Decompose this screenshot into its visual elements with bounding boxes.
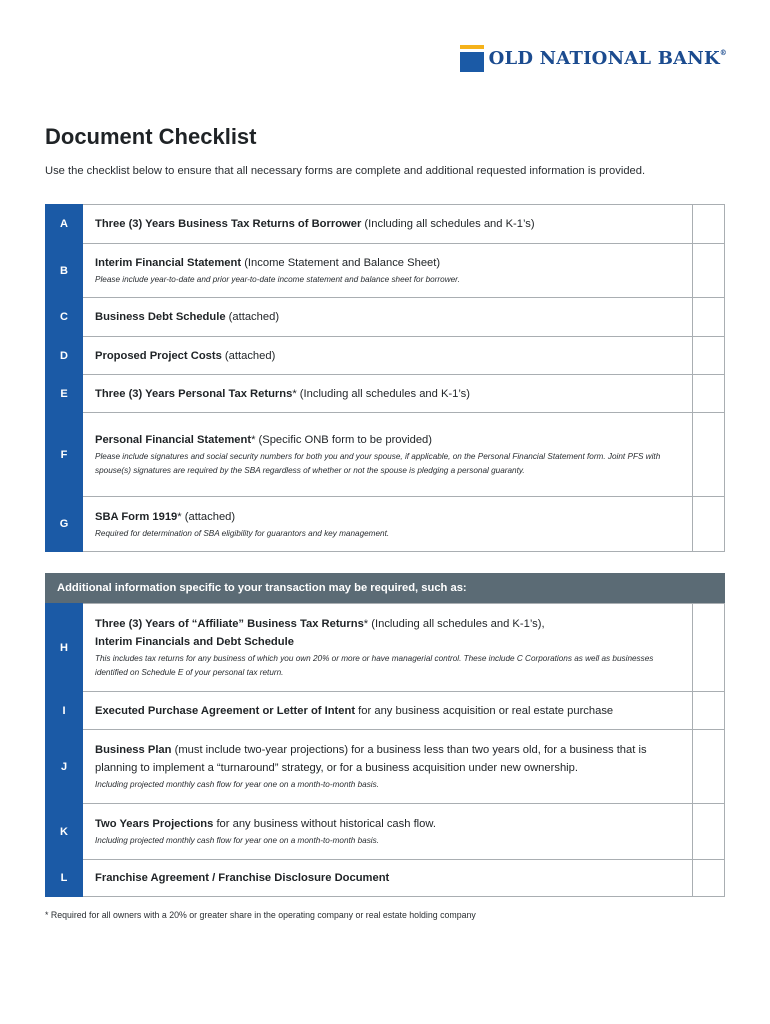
checklist-row-d bbox=[46, 337, 725, 375]
row-title: Personal Financial Statement* (Specific ONB form to be provided) bbox=[95, 434, 432, 446]
row-letter: C bbox=[46, 298, 83, 337]
checkbox[interactable] bbox=[693, 860, 725, 897]
logo-mark-icon bbox=[460, 45, 484, 72]
row-letter: F bbox=[46, 413, 83, 497]
checklist-row-e bbox=[46, 375, 725, 413]
checklist-row-f bbox=[46, 413, 725, 497]
row-title: Two Years Projections for any business without historical cash flow. bbox=[95, 818, 436, 830]
checkbox[interactable] bbox=[693, 205, 725, 244]
checkbox[interactable] bbox=[693, 692, 725, 730]
checkbox[interactable] bbox=[693, 298, 725, 337]
checklist-row-h bbox=[46, 604, 725, 692]
row-letter: D bbox=[46, 337, 83, 375]
row-letter: J bbox=[46, 730, 83, 804]
checkbox[interactable] bbox=[693, 730, 725, 804]
checkbox[interactable] bbox=[693, 375, 725, 413]
row-title: Executed Purchase Agreement or Letter of Intent for any business acquisition or real estate purchase bbox=[95, 704, 614, 717]
checklist-row-b bbox=[46, 244, 725, 298]
row-title: SBA Form 1919* (attached) bbox=[95, 510, 236, 523]
checklist-table-additional bbox=[45, 603, 725, 897]
row-note: Including projected monthly cash flow for year one on a month-to-month basis. bbox=[95, 836, 379, 845]
row-letter: L bbox=[46, 860, 83, 897]
page-title: Document Checklist bbox=[45, 124, 257, 149]
checkbox[interactable] bbox=[693, 804, 725, 860]
additional-info-header: Additional information specific to your transaction may be required, such as: bbox=[45, 573, 725, 603]
row-title: Three (3) Years Personal Tax Returns* (Including all schedules and K-1’s) bbox=[95, 387, 470, 400]
row-letter: H bbox=[46, 604, 83, 692]
checklist-row-a bbox=[46, 205, 725, 244]
row-letter: G bbox=[46, 497, 83, 552]
row-note: This includes tax returns for any business of which you own 20% or more or have managerial control. These include C Corporations as well as businesses identified on Schedule E of your personal tax return. bbox=[95, 654, 654, 677]
checklist-row-l bbox=[46, 860, 725, 897]
row-title: Proposed Project Costs (attached) bbox=[95, 349, 276, 362]
row-letter: B bbox=[46, 244, 83, 298]
checklist-row-k bbox=[46, 804, 725, 860]
checkbox[interactable] bbox=[693, 337, 725, 375]
bank-logo bbox=[460, 45, 727, 72]
logo-text: OLD NATIONAL BANK® bbox=[488, 48, 727, 69]
row-title: Business Plan (must include two-year projections) for a business less than two years old, for a business that is planning to implement a “turnaround” strategy, or for a business acquisition under new ownership. bbox=[95, 744, 647, 774]
row-note: Including projected monthly cash flow for year one on a month-to-month basis. bbox=[95, 780, 379, 789]
row-letter: K bbox=[46, 804, 83, 860]
checklist-row-j bbox=[46, 730, 725, 804]
footnote: * Required for all owners with a 20% or greater share in the operating company or real estate holding company bbox=[45, 910, 476, 920]
checklist-row-c bbox=[46, 298, 725, 337]
row-title: Interim Financial Statement (Income Statement and Balance Sheet) bbox=[95, 257, 441, 269]
row-letter: I bbox=[46, 692, 83, 730]
row-letter: A bbox=[46, 205, 83, 244]
row-title-line2: Interim Financials and Debt Schedule bbox=[95, 636, 294, 648]
row-note: Required for determination of SBA eligibility for guarantors and key management. bbox=[95, 528, 390, 538]
row-title: Business Debt Schedule (attached) bbox=[95, 311, 280, 323]
checkbox[interactable] bbox=[693, 604, 725, 692]
row-title: Three (3) Years of “Affiliate” Business Tax Returns* (Including all schedules and K-1’s), bbox=[95, 618, 545, 630]
row-letter: E bbox=[46, 375, 83, 413]
checklist-table-main bbox=[45, 204, 725, 552]
checkbox[interactable] bbox=[693, 413, 725, 497]
row-note: Please include year-to-date and prior year-to-date income statement and balance sheet for borrower. bbox=[95, 275, 460, 284]
row-title: Three (3) Years Business Tax Returns of Borrower (Including all schedules and K-1’s) bbox=[95, 218, 535, 230]
checklist-row-i bbox=[46, 692, 725, 730]
checkbox[interactable] bbox=[693, 497, 725, 552]
row-title: Franchise Agreement / Franchise Disclosure Document bbox=[95, 872, 390, 884]
row-note: Please include signatures and social security numbers for both you and your spouse, if applicable, on the Personal Financial Statement form. Joint PFS with spouse(s) signatures are required by the SBA regardless of whether or not the spouse is pledging a personal guaranty. bbox=[95, 452, 661, 475]
intro-text: Use the checklist below to ensure that all necessary forms are complete and additional requested information is provided. bbox=[45, 165, 646, 177]
checklist-row-g bbox=[46, 497, 725, 552]
checkbox[interactable] bbox=[693, 244, 725, 298]
